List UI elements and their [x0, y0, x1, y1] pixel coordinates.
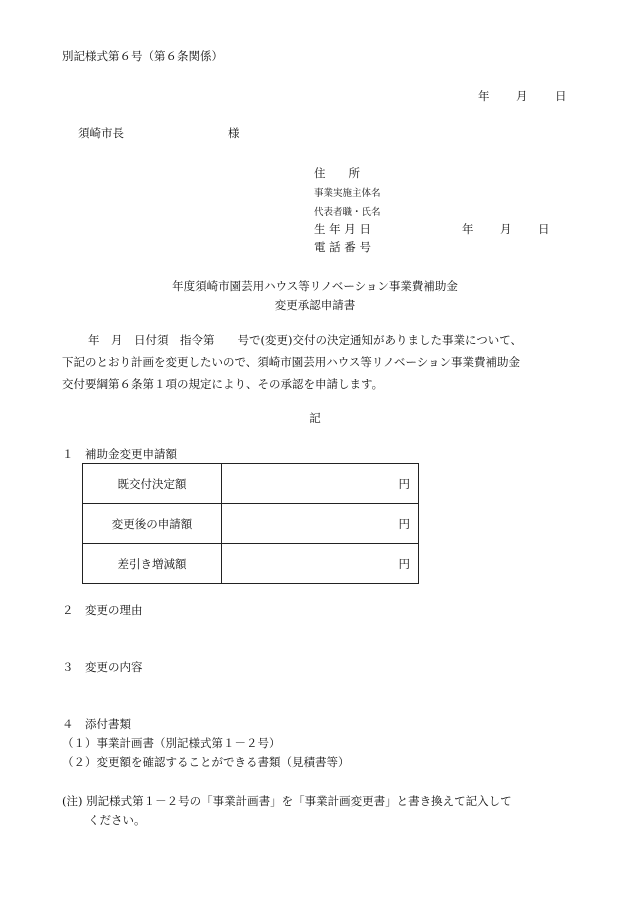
row-value: 円 [222, 504, 419, 544]
ki-mark: 記 [309, 411, 321, 425]
date-month: 月 [516, 89, 528, 103]
table-row [83, 504, 419, 544]
document-title-line2: 変更承認申請書 [274, 298, 356, 312]
date-year: 年 [478, 89, 490, 103]
row-label: 差引き増減額 [83, 544, 222, 584]
section2-heading: ２ 変更の理由 [62, 603, 143, 617]
body-line3: 交付要綱第６条第１項の規定により、その承認を申請します。 [62, 377, 384, 391]
attachment-item: （１）事業計画書（別記様式第１－２号） [62, 736, 281, 750]
row-value: 円 [222, 544, 419, 584]
phone-label: 電 話 番 号 [314, 240, 371, 254]
row-label: 既交付決定額 [83, 464, 222, 504]
section4-heading: ４ 添付書類 [62, 717, 131, 731]
note-line1: (注) 別記様式第１－２号の「事業計画書」を「事業計画変更書」と書き換えて記入して [62, 794, 512, 808]
note-line2: ください。 [88, 813, 146, 827]
body-line1: 年 月 日付須 指令第 号で(変更)交付の決定通知がありました事業について、 [88, 333, 523, 347]
table-row [83, 464, 419, 504]
form-number: 別記様式第６号（第６条関係） [62, 49, 223, 63]
birth-day: 日 [538, 222, 550, 236]
birth-year: 年 [462, 222, 474, 236]
representative-label: 代表者職・氏名 [314, 207, 381, 218]
row-label: 変更後の申請額 [83, 504, 222, 544]
section3-heading: ３ 変更の内容 [62, 660, 143, 674]
table-row [83, 544, 419, 584]
date-day: 日 [555, 89, 567, 103]
row-value: 円 [222, 464, 419, 504]
birth-month: 月 [500, 222, 512, 236]
attachment-item: （２）変更額を確認することができる書類（見積書等） [62, 755, 350, 769]
entity-label: 事業実施主体名 [314, 188, 381, 199]
addressee: 須崎市長 [78, 126, 124, 140]
birthdate-label: 生 年 月 日 [314, 222, 371, 236]
document-title-line1: 年度須崎市園芸用ハウス等リノベーション事業費補助金 [172, 279, 458, 293]
section1-heading: １ 補助金変更申請額 [62, 447, 177, 461]
body-line2: 下記のとおり計画を変更したいので、須崎市園芸用ハウス等リノベーション事業費補助金 [62, 355, 521, 369]
amount-table [82, 463, 419, 584]
address-label: 住 所 [314, 166, 360, 180]
honorific: 様 [228, 126, 240, 140]
